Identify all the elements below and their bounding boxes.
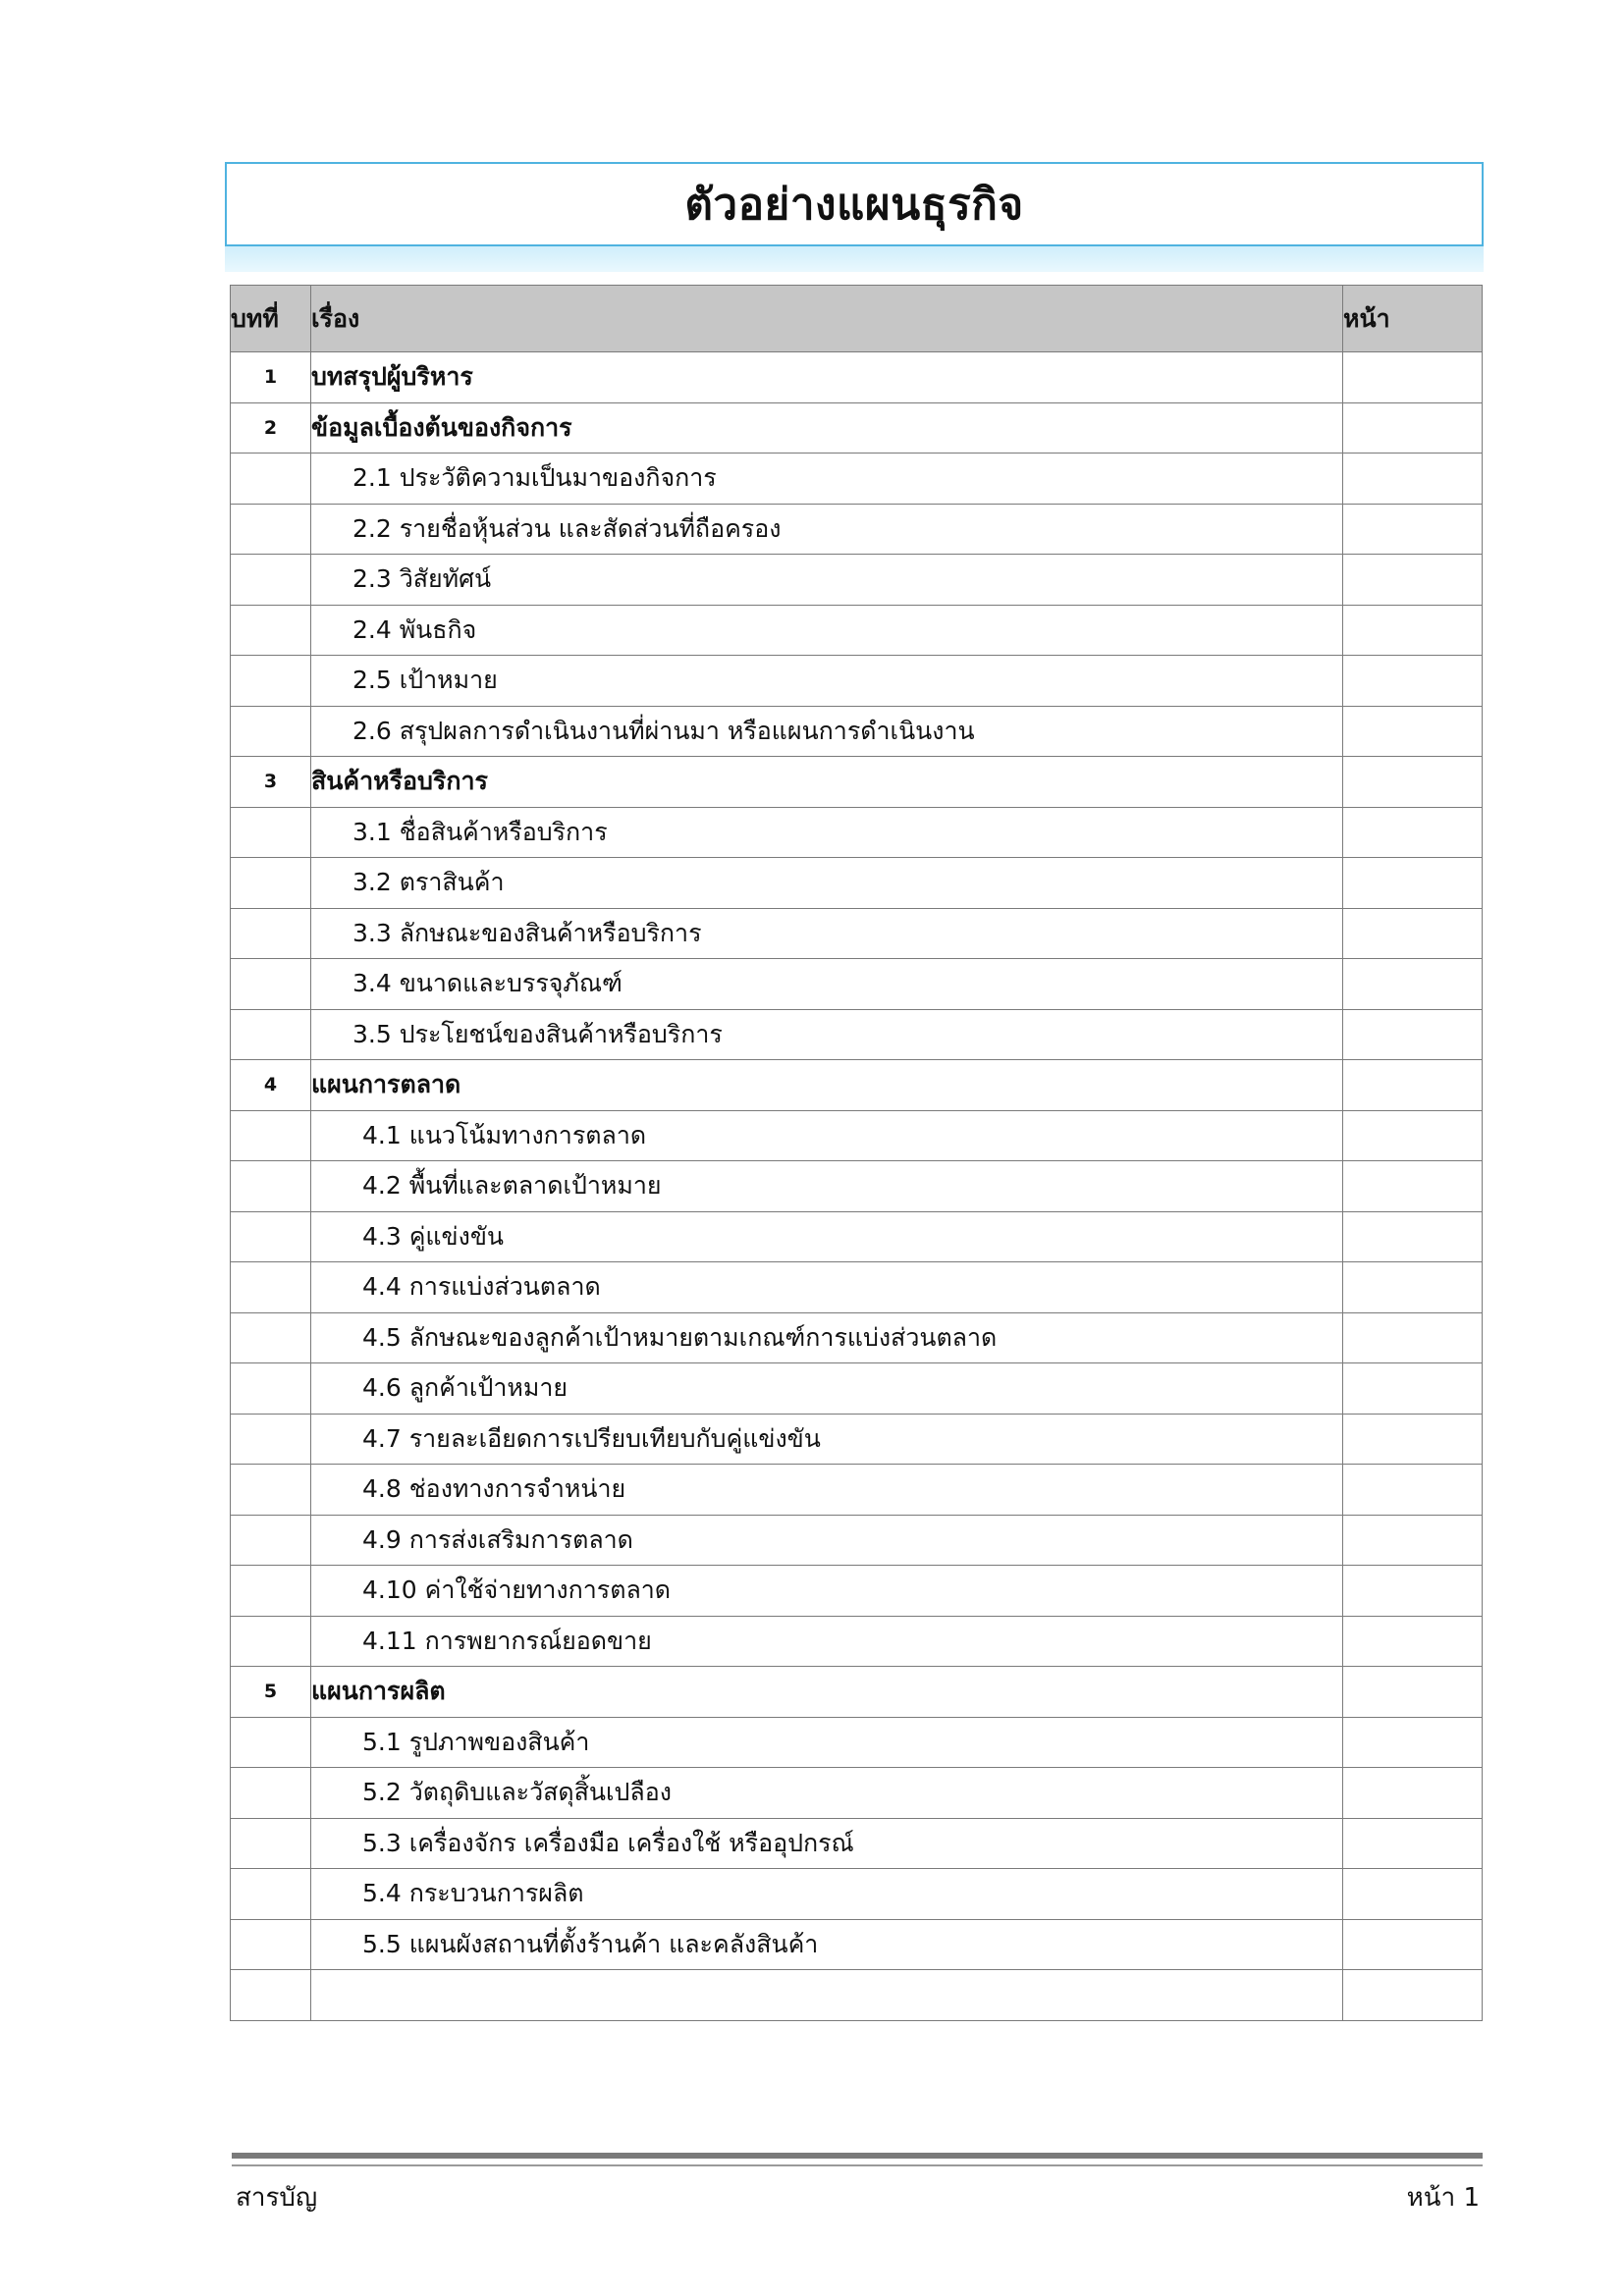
page-number-cell: [1343, 1161, 1483, 1212]
page-number-cell: [1343, 1919, 1483, 1970]
table-row: [231, 1262, 1483, 1313]
section-title-cell: 4.4 การแบ่งส่วนตลาด: [311, 1262, 1343, 1313]
page-number-cell: [1343, 454, 1483, 505]
chapter-title-cell: ข้อมูลเบื้องต้นของกิจการ: [311, 402, 1343, 454]
table-row: [231, 656, 1483, 707]
toc-header-row: [231, 286, 1483, 352]
table-row: [231, 908, 1483, 959]
page-number-cell: [1343, 1312, 1483, 1363]
table-row: [231, 1110, 1483, 1161]
section-title-cell: 4.9 การส่งเสริมการตลาด: [311, 1515, 1343, 1566]
chapter-number-cell: [231, 656, 311, 707]
table-row: [231, 352, 1483, 403]
chapter-number-cell: [231, 959, 311, 1010]
section-title-cell: 2.3 วิสัยทัศน์: [311, 555, 1343, 606]
section-title-cell: 4.3 คู่แข่งขัน: [311, 1211, 1343, 1262]
page-number-cell: [1343, 1818, 1483, 1869]
document-title: ตัวอย่างแผนธุรกิจ: [684, 180, 1024, 230]
chapter-number-cell: [231, 1211, 311, 1262]
chapter-number-cell: [231, 1312, 311, 1363]
chapter-number-cell: [231, 1919, 311, 1970]
chapter-number-cell: [231, 1768, 311, 1819]
page-number-cell: [1343, 656, 1483, 707]
table-row: [231, 706, 1483, 757]
table-row: [231, 1667, 1483, 1718]
chapter-number-cell: 4: [231, 1060, 311, 1111]
chapter-number-cell: [231, 555, 311, 606]
chapter-number-cell: [231, 1818, 311, 1869]
page-number-cell: [1343, 1768, 1483, 1819]
table-of-contents: [230, 285, 1483, 2021]
chapter-number-cell: [231, 1566, 311, 1617]
page-number-cell: [1343, 1211, 1483, 1262]
chapter-title-cell: สินค้าหรือบริการ: [311, 757, 1343, 808]
chapter-number-cell: 2: [231, 402, 311, 454]
table-row: [231, 605, 1483, 656]
page-number-cell: [1343, 1110, 1483, 1161]
section-title-cell: 2.4 พันธกิจ: [311, 605, 1343, 656]
chapter-number-cell: [231, 1717, 311, 1768]
table-row: [231, 1919, 1483, 1970]
page-number-cell: [1343, 1667, 1483, 1718]
page-number-cell: [1343, 1515, 1483, 1566]
page-number-cell: [1343, 1363, 1483, 1415]
section-title-cell: 2.5 เป้าหมาย: [311, 656, 1343, 707]
table-row: [231, 454, 1483, 505]
table-row: [231, 1717, 1483, 1768]
footer-rule: [232, 2153, 1483, 2166]
table-row: [231, 504, 1483, 555]
footer-page-number: หน้า 1: [1406, 2183, 1480, 2213]
page-number-cell: [1343, 1465, 1483, 1516]
chapter-title-cell: แผนการตลาด: [311, 1060, 1343, 1111]
section-title-cell: 5.1 รูปภาพของสินค้า: [311, 1717, 1343, 1768]
page-number-cell: [1343, 1060, 1483, 1111]
section-title-cell: 4.1 แนวโน้มทางการตลาด: [311, 1110, 1343, 1161]
header-page: หน้า: [1343, 286, 1483, 352]
section-title-cell: 5.4 กระบวนการผลิต: [311, 1869, 1343, 1920]
table-row: [231, 959, 1483, 1010]
section-title-cell: 4.5 ลักษณะของลูกค้าเป้าหมายตามเกณฑ์การแบ่งส่วนตลาด: [311, 1312, 1343, 1363]
chapter-number-cell: [231, 1970, 311, 2021]
page-number-cell: [1343, 858, 1483, 909]
chapter-number-cell: [231, 1262, 311, 1313]
table-row: [231, 1616, 1483, 1667]
section-title-cell: 5.2 วัตถุดิบและวัสดุสิ้นเปลือง: [311, 1768, 1343, 1819]
table-row: [231, 858, 1483, 909]
chapter-number-cell: [231, 605, 311, 656]
page-number-cell: [1343, 555, 1483, 606]
table-row: [231, 1818, 1483, 1869]
section-title-cell: 5.3 เครื่องจักร เครื่องมือ เครื่องใช้ หรืออุปกรณ์: [311, 1818, 1343, 1869]
chapter-number-cell: [231, 1616, 311, 1667]
page-number-cell: [1343, 1414, 1483, 1465]
chapter-number-cell: [231, 1363, 311, 1415]
chapter-number-cell: [231, 1465, 311, 1516]
toc-body: [231, 352, 1483, 2021]
table-row: [231, 1211, 1483, 1262]
table-row: [231, 1768, 1483, 1819]
table-row: [231, 1060, 1483, 1111]
title-shadow-band: [225, 246, 1484, 272]
chapter-number-cell: 5: [231, 1667, 311, 1718]
table-row: [231, 555, 1483, 606]
section-title-cell: 3.4 ขนาดและบรรจุภัณฑ์: [311, 959, 1343, 1010]
page-number-cell: [1343, 1717, 1483, 1768]
page-number-cell: [1343, 807, 1483, 858]
section-title-cell: 2.2 รายชื่อหุ้นส่วน และสัดส่วนที่ถือครอง: [311, 504, 1343, 555]
section-title-cell: 3.5 ประโยชน์ของสินค้าหรือบริการ: [311, 1009, 1343, 1060]
table-row: [231, 1414, 1483, 1465]
table-row: [231, 1009, 1483, 1060]
header-topic: เรื่อง: [311, 286, 1343, 352]
page-number-cell: [1343, 706, 1483, 757]
footer-section-label: สารบัญ: [236, 2183, 318, 2213]
page-number-cell: [1343, 908, 1483, 959]
chapter-title-cell: แผนการผลิต: [311, 1667, 1343, 1718]
chapter-number-cell: [231, 504, 311, 555]
table-row: [231, 1161, 1483, 1212]
chapter-number-cell: [231, 454, 311, 505]
table-row: [231, 807, 1483, 858]
section-title-cell: 3.2 ตราสินค้า: [311, 858, 1343, 909]
chapter-number-cell: [231, 1161, 311, 1212]
section-title-cell: 4.2 พื้นที่และตลาดเป้าหมาย: [311, 1161, 1343, 1212]
section-title-cell: 4.7 รายละเอียดการเปรียบเทียบกับคู่แข่งขัน: [311, 1414, 1343, 1465]
table-row: [231, 402, 1483, 454]
section-title-cell: 4.10 ค่าใช้จ่ายทางการตลาด: [311, 1566, 1343, 1617]
table-row: [231, 757, 1483, 808]
table-row: [231, 1312, 1483, 1363]
header-chapter: บทที่: [231, 286, 311, 352]
table-row: [231, 1515, 1483, 1566]
section-title-cell: 2.6 สรุปผลการดำเนินงานที่ผ่านมา หรือแผนการดำเนินงาน: [311, 706, 1343, 757]
chapter-number-cell: [231, 908, 311, 959]
page-number-cell: [1343, 605, 1483, 656]
chapter-number-cell: [231, 1009, 311, 1060]
section-title-cell: 3.1 ชื่อสินค้าหรือบริการ: [311, 807, 1343, 858]
page-number-cell: [1343, 402, 1483, 454]
page-number-cell: [1343, 1616, 1483, 1667]
page-number-cell: [1343, 1262, 1483, 1313]
chapter-number-cell: [231, 1414, 311, 1465]
chapter-title-cell: บทสรุปผู้บริหาร: [311, 352, 1343, 403]
chapter-number-cell: 1: [231, 352, 311, 403]
page-number-cell: [1343, 1566, 1483, 1617]
chapter-number-cell: [231, 858, 311, 909]
table-row: [231, 1970, 1483, 2021]
page-number-cell: [1343, 504, 1483, 555]
page-number-cell: [1343, 352, 1483, 403]
page-number-cell: [1343, 757, 1483, 808]
section-title-cell: 4.6 ลูกค้าเป้าหมาย: [311, 1363, 1343, 1415]
chapter-number-cell: 3: [231, 757, 311, 808]
table-row: [231, 1566, 1483, 1617]
page-number-cell: [1343, 1869, 1483, 1920]
section-title-cell: 3.3 ลักษณะของสินค้าหรือบริการ: [311, 908, 1343, 959]
page-number-cell: [1343, 1009, 1483, 1060]
chapter-number-cell: [231, 1869, 311, 1920]
table-row: [231, 1363, 1483, 1415]
chapter-number-cell: [231, 807, 311, 858]
page-number-cell: [1343, 1970, 1483, 2021]
section-title-cell: 5.5 แผนผังสถานที่ตั้งร้านค้า และคลังสินค้า: [311, 1919, 1343, 1970]
table-row: [231, 1869, 1483, 1920]
chapter-number-cell: [231, 1515, 311, 1566]
section-title-cell: 4.8 ช่องทางการจำหน่าย: [311, 1465, 1343, 1516]
section-title-cell: 4.11 การพยากรณ์ยอดขาย: [311, 1616, 1343, 1667]
table-row: [231, 1465, 1483, 1516]
section-title-cell: 2.1 ประวัติความเป็นมาของกิจการ: [311, 454, 1343, 505]
page-number-cell: [1343, 959, 1483, 1010]
chapter-number-cell: [231, 1110, 311, 1161]
section-title-cell: [311, 1970, 1343, 2021]
chapter-number-cell: [231, 706, 311, 757]
document-title-box: [225, 162, 1484, 246]
